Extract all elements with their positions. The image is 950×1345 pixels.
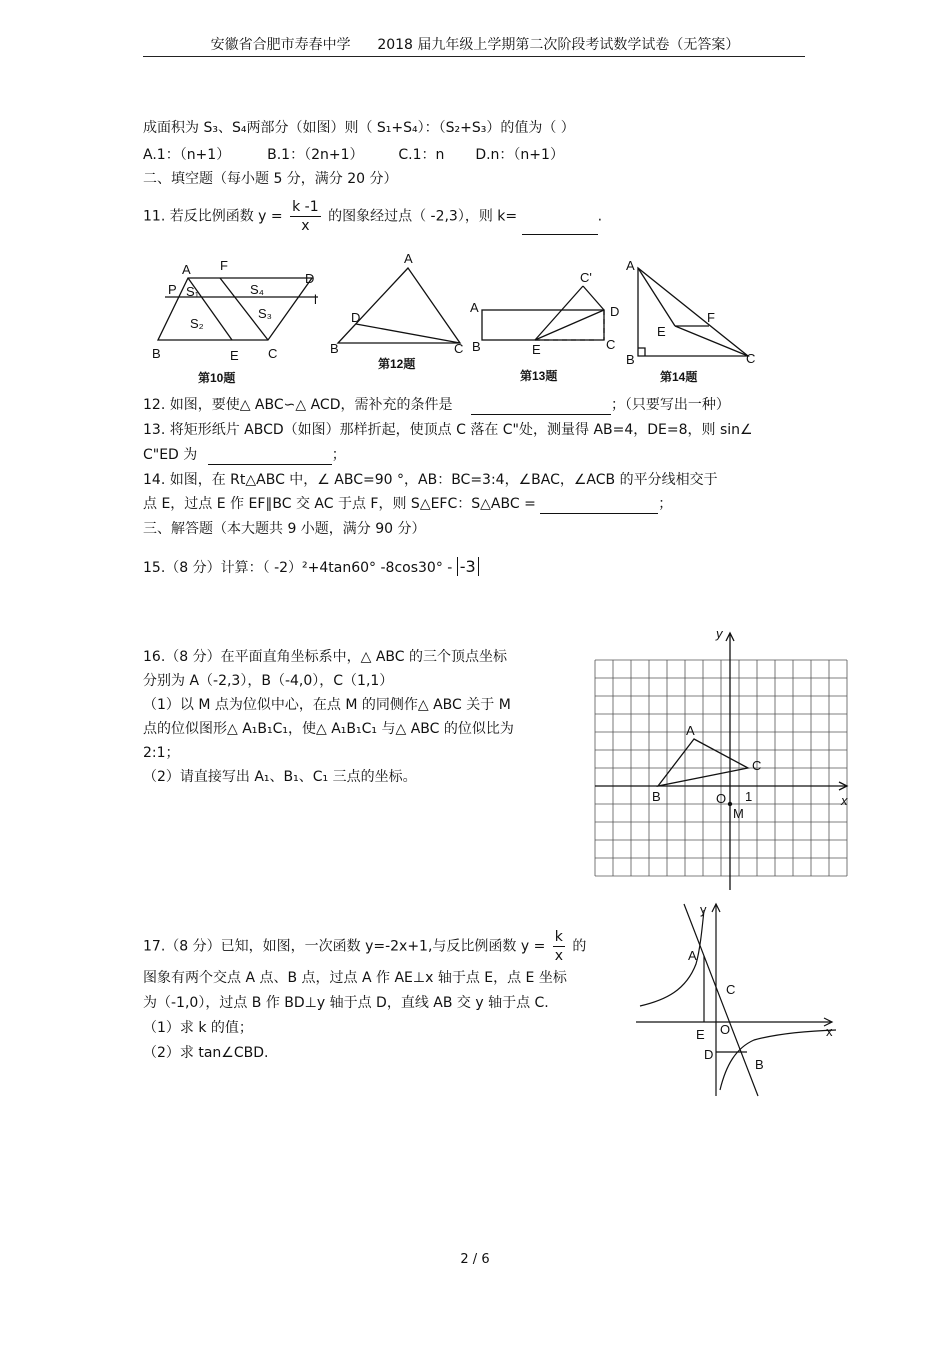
header-title: 2018 届九年级上学期第二次阶段考试数学试卷（无答案）	[377, 37, 740, 53]
q15-absolute-value: -3	[457, 557, 479, 576]
q12-answer-blank	[471, 400, 611, 415]
q11-numerator: k -1	[292, 199, 319, 215]
q17-graph	[636, 900, 840, 1100]
q16-y-label: y	[716, 626, 723, 641]
f14-label-f: F	[707, 310, 715, 325]
question-11	[143, 198, 602, 235]
q17-numerator: k	[554, 929, 563, 945]
q13-answer-blank	[208, 450, 332, 465]
f13-label-c: C	[606, 337, 616, 352]
q16-point-m: M	[733, 806, 744, 821]
question-15	[143, 555, 479, 580]
q12-text: 12. 如图，要使△ ABC∽△ ACD，需补充的条件是	[143, 397, 453, 413]
f12-caption: 第12题	[378, 357, 416, 371]
f10-caption: 第10题	[198, 371, 236, 385]
q13-line-1: 13. 将矩形纸片 ABCD（如图）那样折起，使顶点 C 落在 C"处，测量得 AB=4，DE=8，则 sin∠	[143, 422, 753, 438]
f12-label-b: B	[330, 341, 339, 356]
q17-denominator: x	[554, 948, 563, 964]
section-2-heading: 二、填空题（每小题 5 分，满分 20 分）	[143, 171, 398, 187]
f14-label-b: B	[626, 352, 635, 367]
f10-label-e: E	[230, 348, 239, 363]
header-rule	[143, 56, 805, 57]
header-school: 安徽省合肥市寿春中学	[210, 37, 351, 53]
q17-line-1	[143, 928, 586, 965]
f12-label-a: A	[404, 251, 413, 266]
f13-label-e: E	[532, 342, 541, 357]
f10-label-c: C	[268, 346, 278, 361]
q13-line-2-text: C"ED 为	[143, 447, 198, 463]
q10-options	[143, 145, 564, 165]
f10-label-s4: S₄	[250, 282, 264, 297]
q16-line: 16.（8 分）在平面直角坐标系中，△ ABC 的三个顶点坐标	[143, 649, 507, 665]
f13-label-a: A	[470, 300, 479, 315]
f10-label-s3: S₃	[258, 306, 272, 321]
f13-label-c-prime: C'	[580, 270, 592, 285]
q11-denominator: x	[301, 218, 310, 234]
q12-tail: ；（只要写出一种）	[610, 397, 730, 413]
q17-origin: O	[720, 1022, 731, 1037]
q11-answer-blank	[522, 220, 598, 235]
q16-line: 点的位似图形△ A₁B₁C₁，使△ A₁B₁C₁ 与△ ABC 的位似比为	[143, 721, 514, 737]
q10-tail: 成面积为 S₃、S₄两部分（如图）则（ S₁+S₄）：（S₂+S₃）的值为（ ）	[143, 120, 575, 136]
q10-option-a: A.1：（n+1）	[143, 147, 231, 163]
f10-label-f: F	[220, 258, 228, 273]
q17-fraction	[553, 928, 565, 965]
page-number: 2 / 6	[460, 1252, 490, 1267]
f14-label-a: A	[626, 258, 635, 273]
q13-end: ；	[331, 447, 346, 463]
q17-point-a: A	[688, 948, 697, 963]
q16-coordinate-grid	[585, 625, 855, 900]
f10-label-s2: S₂	[190, 316, 204, 331]
f10-label-d: D	[305, 271, 315, 286]
q17-y-label: y	[700, 902, 707, 917]
q10-option-d: D.n：（n+1）	[475, 147, 564, 163]
q13-line-2	[143, 445, 346, 465]
q16-unit-label: 1	[745, 789, 753, 804]
q16-grid-lines	[595, 660, 847, 876]
q17-line: （2）求 tan∠CBD.	[143, 1045, 269, 1061]
q10-option-c: C.1：n	[398, 147, 445, 163]
q16-x-label: x	[841, 793, 848, 808]
q17-prefix: 17.（8 分）已知，如图，一次函数 y=-2x+1,与反比例函数 y =	[143, 938, 546, 955]
q17-point-d: D	[704, 1047, 714, 1062]
q16-line: （1）以 M 点为位似中心，在点 M 的同侧作△ ABC 关于 M	[143, 697, 511, 713]
q11-suffix: 的图象经过点（ -2,3），则 k=	[328, 208, 518, 225]
q14-line-1: 14. 如图，在 Rt△ABC 中，∠ ABC=90 °，AB：BC=3:4，∠BAC，∠ACB 的平分线相交于	[143, 472, 718, 488]
section-3-heading: 三、解答题（本大题共 9 小题，满分 90 分）	[143, 521, 426, 537]
f14-label-e: E	[657, 324, 666, 339]
q10-option-b: B.1：（2n+1）	[267, 147, 364, 163]
q16-origin: O	[716, 791, 727, 806]
q15-text: 15.（8 分）计算：（ -2）²+4tan60° -8cos30° -	[143, 560, 453, 576]
q11-end: .	[597, 208, 603, 225]
q16-point-b: B	[652, 789, 661, 804]
q11-fraction	[290, 198, 321, 235]
q17-point-e: E	[696, 1027, 705, 1042]
question-12	[143, 395, 730, 415]
q17-hyperbola-right	[720, 1030, 836, 1090]
page-header	[0, 34, 950, 54]
q16-point-a: A	[686, 723, 695, 738]
q17-line: （1）求 k 的值；	[143, 1020, 253, 1036]
f12-label-d: D	[351, 310, 361, 325]
q16-point-c: C	[752, 758, 762, 773]
question-16-text	[143, 645, 514, 789]
f13-label-d: D	[610, 304, 620, 319]
f12-label-c: C	[454, 341, 464, 356]
f10-label-s1: S₁	[186, 284, 200, 299]
q16-line: （2）请直接写出 A₁、B₁、C₁ 三点的坐标。	[143, 769, 417, 785]
q17-x-label: x	[826, 1024, 833, 1039]
f13-label-b: B	[472, 339, 481, 354]
q17-point-c: C	[726, 982, 736, 997]
q17-line-ab	[684, 904, 758, 1096]
q17-line: 图象有两个交点 A 点、B 点，过点 A 作 AE⊥x 轴于点 E，点 E 坐标	[143, 970, 567, 986]
f10-label-b: B	[152, 346, 161, 361]
f13-caption: 第13题	[520, 369, 558, 383]
f14-label-c: C	[746, 351, 756, 366]
q17-suffix: 的	[572, 938, 587, 955]
q14-answer-blank	[540, 499, 658, 514]
q17-line: 为（-1,0），过点 B 作 BD⊥y 轴于点 D，直线 AB 交 y 轴于点 C.	[143, 995, 549, 1011]
q16-line: 2:1；	[143, 745, 180, 761]
f10-label-p: P	[168, 282, 177, 297]
q14-line-2	[143, 494, 672, 514]
f10-label-a: A	[182, 262, 191, 277]
q16-line: 分别为 A（-2,3），B（-4,0），C（1,1）	[143, 673, 394, 689]
f14-caption: 第14题	[660, 370, 698, 384]
question-17-text	[143, 966, 567, 1066]
q11-prefix: 11. 若反比例函数 y =	[143, 208, 283, 225]
figures-row	[140, 248, 790, 398]
q14-end: ；	[658, 496, 673, 512]
f10-label-l: l	[314, 292, 317, 307]
q16-point-m-dot	[728, 802, 732, 806]
q14-line-2-text: 点 E，过点 E 作 EF∥BC 交 AC 于点 F，则 S△EFC：S△ABC =	[143, 496, 536, 512]
q17-point-b: B	[755, 1057, 764, 1072]
